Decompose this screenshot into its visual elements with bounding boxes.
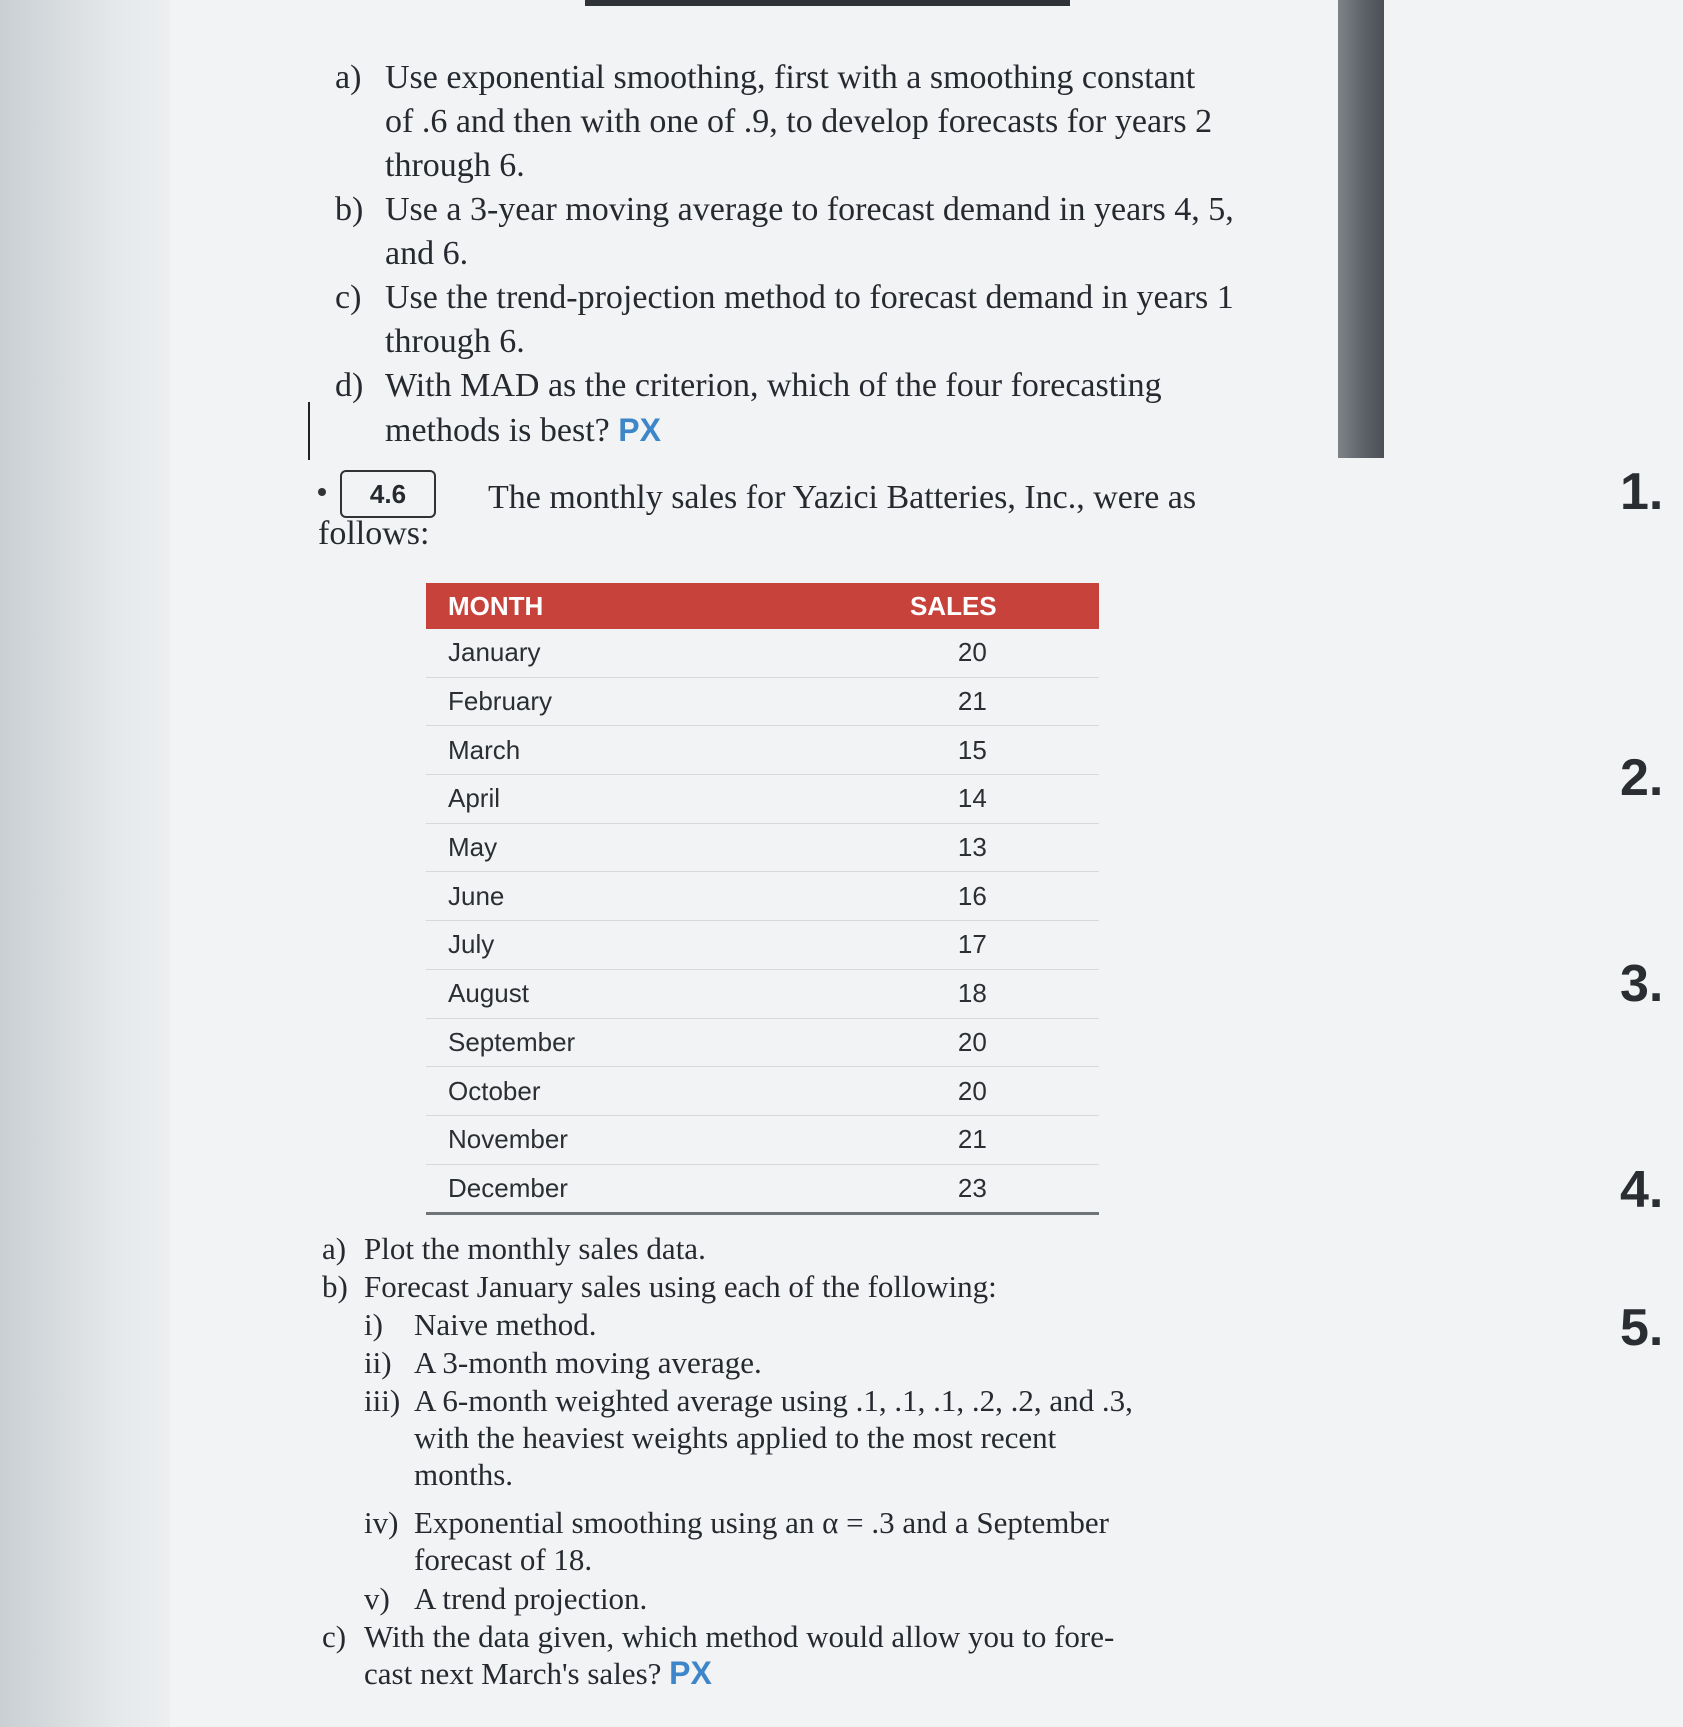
table-row bbox=[426, 629, 1099, 677]
table-row bbox=[426, 921, 1099, 970]
top-edge-bar bbox=[585, 0, 1070, 6]
table-row bbox=[426, 823, 1099, 872]
sales-cell: 21 bbox=[808, 1115, 1099, 1164]
question-line: Exponential smoothing using an α = .3 and a September bbox=[414, 1505, 1109, 1540]
question-line-text: cast next March's sales? bbox=[364, 1656, 662, 1691]
table-header-row bbox=[426, 583, 1099, 629]
part-line: Use the trend-projection method to forecast demand in years 1 bbox=[385, 279, 1234, 316]
month-cell: February bbox=[426, 677, 808, 726]
question-text: Naive method. bbox=[414, 1307, 597, 1342]
question-label: iv) bbox=[364, 1505, 399, 1540]
question-label: iii) bbox=[364, 1383, 401, 1418]
question-line: with the heaviest weights applied to the most recent bbox=[414, 1420, 1057, 1455]
side-number-5: 5. bbox=[1620, 1299, 1664, 1357]
part-label: a) bbox=[335, 59, 362, 96]
month-cell: October bbox=[426, 1067, 808, 1116]
question-line: months. bbox=[414, 1457, 514, 1492]
problem-intro-line2: follows: bbox=[318, 515, 430, 552]
part-line: and 6. bbox=[385, 235, 469, 272]
table-row bbox=[426, 677, 1099, 726]
month-cell: April bbox=[426, 775, 808, 824]
part-line bbox=[385, 408, 661, 453]
month-cell: September bbox=[426, 1018, 808, 1067]
question-label: b) bbox=[322, 1269, 348, 1304]
side-number-4: 4. bbox=[1620, 1161, 1664, 1219]
month-cell: July bbox=[426, 921, 808, 970]
sales-cell: 13 bbox=[808, 823, 1099, 872]
question-text: A trend projection. bbox=[414, 1581, 648, 1616]
part-line: of .6 and then with one of .9, to develop forecasts for years 2 bbox=[385, 103, 1213, 140]
part-label: c) bbox=[335, 279, 362, 316]
sales-cell: 16 bbox=[808, 872, 1099, 921]
month-cell: December bbox=[426, 1164, 808, 1214]
problem-number-badge: 4.6 bbox=[340, 470, 436, 518]
part-line: Use a 3-year moving average to forecast demand in years 4, 5, bbox=[385, 191, 1234, 228]
sales-cell: 20 bbox=[808, 1018, 1099, 1067]
question-label: c) bbox=[322, 1619, 347, 1654]
sales-cell: 15 bbox=[808, 726, 1099, 775]
problem-intro-line1: The monthly sales for Yazici Batteries, Inc., were as bbox=[488, 479, 1197, 516]
table-row bbox=[426, 1115, 1099, 1164]
page-shadow-strip bbox=[1338, 0, 1384, 458]
sales-cell: 20 bbox=[808, 1067, 1099, 1116]
question-line bbox=[364, 1655, 712, 1692]
question-label: v) bbox=[364, 1581, 390, 1616]
month-cell: March bbox=[426, 726, 808, 775]
month-cell: June bbox=[426, 872, 808, 921]
sales-cell: 14 bbox=[808, 775, 1099, 824]
question-text: A 3-month moving average. bbox=[414, 1345, 762, 1380]
question-text: Forecast January sales using each of the following: bbox=[364, 1269, 997, 1304]
table-row bbox=[426, 1164, 1099, 1214]
month-cell: August bbox=[426, 969, 808, 1018]
month-cell: November bbox=[426, 1115, 808, 1164]
table-row bbox=[426, 1018, 1099, 1067]
question-label: ii) bbox=[364, 1345, 392, 1380]
part-line-text: methods is best? bbox=[385, 412, 610, 449]
side-number-2: 2. bbox=[1620, 749, 1664, 807]
sales-cell: 20 bbox=[808, 629, 1099, 677]
table-row bbox=[426, 1067, 1099, 1116]
bullet-icon bbox=[318, 488, 326, 496]
side-number-1: 1. bbox=[1620, 463, 1664, 521]
question-label: i) bbox=[364, 1307, 383, 1342]
part-line: through 6. bbox=[385, 323, 525, 360]
month-cell: January bbox=[426, 629, 808, 677]
px-icon: PX bbox=[669, 1655, 712, 1691]
sales-cell: 17 bbox=[808, 921, 1099, 970]
sales-cell: 18 bbox=[808, 969, 1099, 1018]
question-line: With the data given, which method would allow you to fore- bbox=[364, 1619, 1115, 1654]
sales-cell: 23 bbox=[808, 1164, 1099, 1214]
part-line: With MAD as the criterion, which of the four forecasting bbox=[385, 367, 1162, 404]
part-label: b) bbox=[335, 191, 364, 228]
column-header-month: MONTH bbox=[426, 583, 808, 629]
sales-cell: 21 bbox=[808, 677, 1099, 726]
table-row bbox=[426, 872, 1099, 921]
column-header-sales: SALES bbox=[808, 583, 1099, 629]
sales-table bbox=[426, 583, 1099, 1215]
part-label: d) bbox=[335, 367, 364, 404]
side-number-3: 3. bbox=[1620, 955, 1664, 1013]
monitor-bezel bbox=[0, 0, 170, 1727]
question-line: A 6-month weighted average using .1, .1, .1, .2, .2, and .3, bbox=[414, 1383, 1133, 1418]
question-line: forecast of 18. bbox=[414, 1542, 593, 1577]
px-icon: PX bbox=[618, 412, 661, 448]
table-row bbox=[426, 726, 1099, 775]
part-line: through 6. bbox=[385, 147, 525, 184]
table-row bbox=[426, 775, 1099, 824]
month-cell: May bbox=[426, 823, 808, 872]
table-row bbox=[426, 969, 1099, 1018]
part-line: Use exponential smoothing, first with a smoothing constant bbox=[385, 59, 1196, 96]
text-cursor bbox=[308, 402, 310, 460]
question-text: Plot the monthly sales data. bbox=[364, 1231, 706, 1266]
question-label: a) bbox=[322, 1231, 347, 1266]
